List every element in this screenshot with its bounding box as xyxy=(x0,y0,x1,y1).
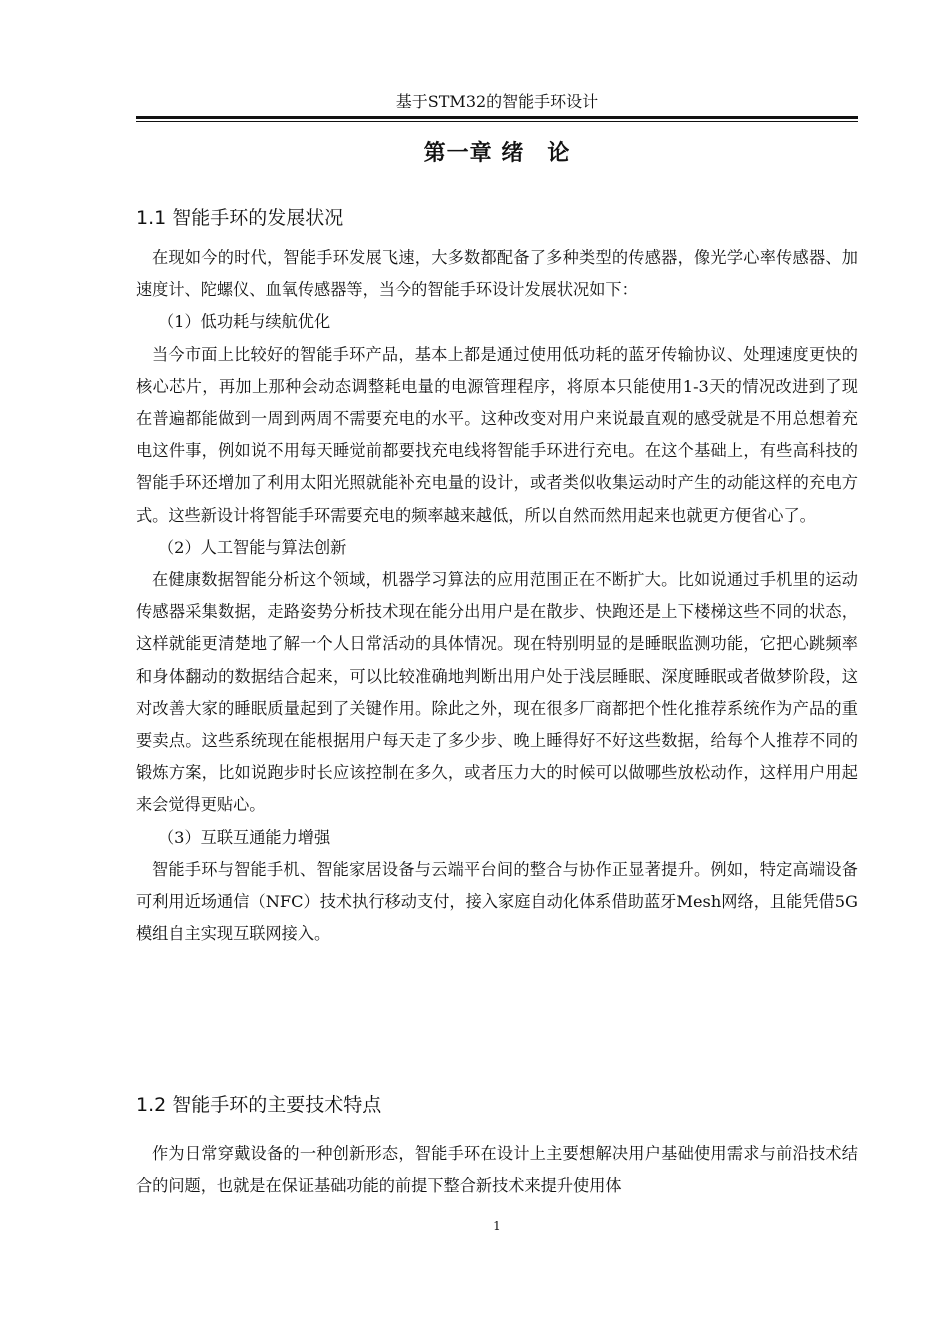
section-1-2-body xyxy=(136,1138,858,1202)
chapter-title: 第一章 绪 论 xyxy=(423,141,571,166)
section-1-1-title: 1.1 智能手环的发展状况 xyxy=(136,207,344,229)
header-rule-thin xyxy=(136,121,858,122)
page-number: 1 xyxy=(493,1219,501,1233)
item-1-heading: （1）低功耗与续航优化 xyxy=(158,312,331,332)
item-2-heading: （2）人工智能与算法创新 xyxy=(158,537,347,557)
section-1-1-body xyxy=(136,242,858,950)
item-3-heading: （3）互联互通能力增强 xyxy=(158,827,331,847)
item-3-body: 智能手环与智能手机、智能家居设备与云端平台间的整合与协作正显著提升。例如，特定高端设备可利用近场通信（NFC）技术执行移动支付，接入家庭自动化体系借助蓝牙Mesh网络，且能凭借5G模组自主实现互联网接入。 xyxy=(136,859,858,944)
item-1-body: 当今市面上比较好的智能手环产品，基本上都是通过使用低功耗的蓝牙传输协议、处理速度更快的核心芯片，再加上那种会动态调整耗电量的电源管理程序，将原本只能使用1-3天的情况改进到了现在普遍都能做到一周到两周不需要充电的水平。这种改变对用户来说最直观的感受就是不用总想着充电这件事，例如说不用每天睡觉前都要找充电线将智能手环进行充电。在这个基础上，有些高科技的智能手环还增加了利用太阳光照就能补充电量的设计，或者类似收集运动时产生的动能这样的充电方式。这些新设计将智能手环需要充电的频率越来越低，所以自然而然用起来也就更方便省心了。 xyxy=(136,344,858,525)
item-2-body: 在健康数据智能分析这个领域，机器学习算法的应用范围正在不断扩大。比如说通过手机里的运动传感器采集数据，走路姿势分析技术现在能分出用户是在散步、快跑还是上下楼梯这些不同的状态，这样就能更清楚地了解一个人日常活动的具体情况。现在特别明显的是睡眠监测功能，它把心跳频率和身体翻动的数据结合起来，可以比较准确地判断出用户处于浅层睡眠、深度睡眠或者做梦阶段，这对改善大家的睡眠质量起到了关键作用。除此之外，现在很多厂商都把个性化推荐系统作为产品的重要卖点。这些系统现在能根据用户每天走了多少步、晚上睡得好不好这些数据，给每个人推荐不同的锻炼方案，比如说跑步时长应该控制在多久，或者压力大的时候可以做哪些放松动作，这样用户用起来会觉得更贴心。 xyxy=(136,570,858,815)
section-1-2-title: 1.2 智能手环的主要技术特点 xyxy=(136,1094,382,1116)
header-rule-thick xyxy=(136,116,858,119)
section-1-1-intro: 在现如今的时代，智能手环发展飞速，大多数都配备了多种类型的传感器，像光学心率传感器、加速度计、陀螺仪、血氧传感器等，当今的智能手环设计发展状况如下： xyxy=(136,248,858,300)
running-header: 基于STM32的智能手环设计 xyxy=(395,92,599,111)
section-1-2-intro: 作为日常穿戴设备的一种创新形态，智能手环在设计上主要想解决用户基础使用需求与前沿技术结合的问题，也就是在保证基础功能的前提下整合新技术来提升使用体 xyxy=(136,1144,858,1196)
